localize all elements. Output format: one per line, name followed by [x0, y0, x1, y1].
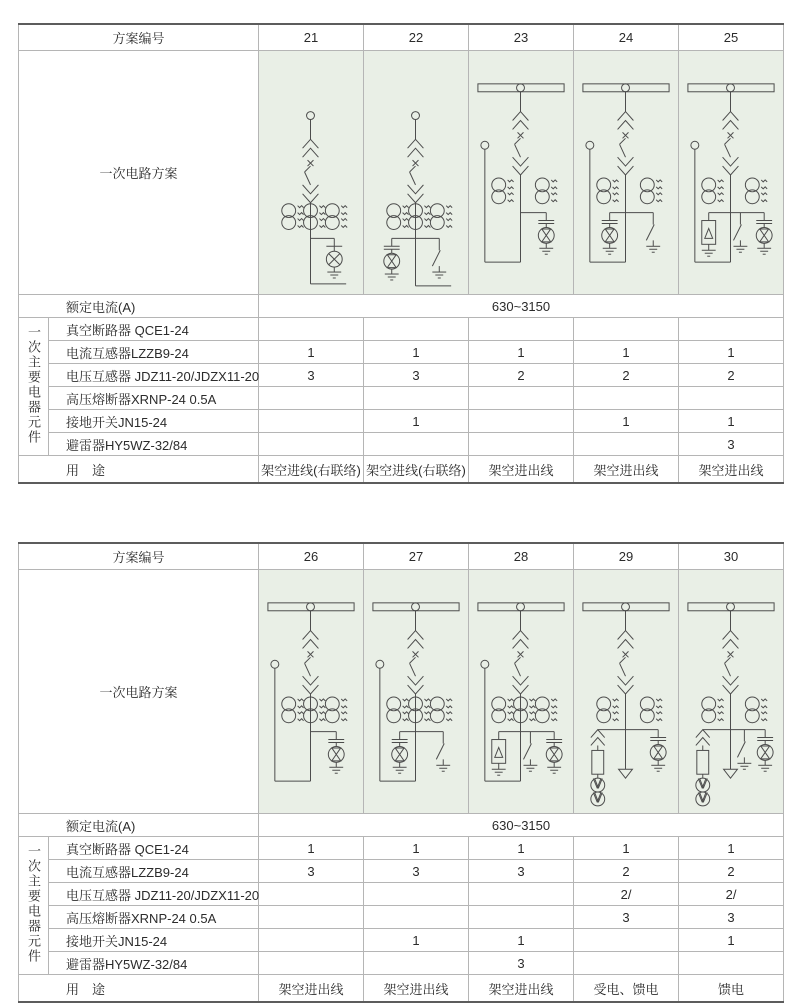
table-row [19, 456, 784, 484]
component-value: 2 [574, 364, 679, 387]
component-value [574, 929, 679, 952]
component-value: 1 [574, 410, 679, 433]
usage-value: 架空进出线 [259, 975, 364, 1003]
scheme-22-diagram [364, 51, 468, 294]
component-value [364, 906, 469, 929]
component-value: 2 [679, 364, 784, 387]
component-value [574, 318, 679, 341]
scheme-number: 24 [574, 24, 679, 51]
component-value [259, 906, 364, 929]
usage-value: 馈电 [679, 975, 784, 1003]
component-name: 避雷器HY5WZ-32/84 [49, 952, 259, 975]
component-value [469, 410, 574, 433]
usage-value: 架空进出线 [469, 975, 574, 1003]
component-value [259, 433, 364, 456]
scheme-number: 22 [364, 24, 469, 51]
component-value [679, 952, 784, 975]
table-row [19, 837, 784, 860]
component-value [259, 410, 364, 433]
spec-table-26-30 [18, 542, 784, 1003]
scheme-23-diagram [469, 51, 573, 294]
component-value: 3 [469, 952, 574, 975]
scheme-number: 21 [259, 24, 364, 51]
component-value: 1 [364, 341, 469, 364]
table-row [19, 387, 784, 410]
component-value: 2/ [574, 883, 679, 906]
component-value [364, 387, 469, 410]
component-value: 1 [679, 929, 784, 952]
usage-value: 架空进出线 [364, 975, 469, 1003]
component-value: 2 [574, 860, 679, 883]
circuit-scheme-label: 一次电路方案 [19, 570, 259, 814]
component-value: 3 [259, 860, 364, 883]
component-value [364, 318, 469, 341]
spec-table-21-25 [18, 23, 784, 484]
component-value [574, 387, 679, 410]
component-value [679, 387, 784, 410]
table-row [19, 570, 784, 814]
table-row [19, 318, 784, 341]
component-value: 1 [469, 837, 574, 860]
component-value [364, 952, 469, 975]
component-value: 3 [679, 906, 784, 929]
table-row [19, 24, 784, 51]
component-value: 3 [469, 860, 574, 883]
usage-label: 用 途 [19, 975, 259, 1003]
component-value: 1 [364, 929, 469, 952]
scheme-number: 23 [469, 24, 574, 51]
component-name: 电流互感器LZZB9-24 [49, 860, 259, 883]
component-value: 3 [679, 433, 784, 456]
component-value [259, 929, 364, 952]
rated-current-label: 额定电流(A) [19, 814, 259, 837]
component-value: 1 [679, 837, 784, 860]
component-value: 3 [574, 906, 679, 929]
component-value [469, 387, 574, 410]
component-value: 1 [679, 341, 784, 364]
table-row [19, 341, 784, 364]
scheme-no-header: 方案编号 [19, 24, 259, 51]
scheme-number: 26 [259, 543, 364, 570]
component-name: 电流互感器LZZB9-24 [49, 341, 259, 364]
scheme-number: 25 [679, 24, 784, 51]
component-value [259, 952, 364, 975]
component-name: 真空断路器 QCE1-24 [49, 318, 259, 341]
rated-current-value: 630~3150 [259, 295, 784, 318]
component-name: 接地开关JN15-24 [49, 410, 259, 433]
component-value: 2 [679, 860, 784, 883]
scheme-no-header: 方案编号 [19, 543, 259, 570]
scheme-number: 28 [469, 543, 574, 570]
component-value [679, 318, 784, 341]
table-row [19, 883, 784, 906]
table-row [19, 906, 784, 929]
component-value: 1 [679, 410, 784, 433]
component-value [469, 433, 574, 456]
component-name: 接地开关JN15-24 [49, 929, 259, 952]
circuit-scheme-label: 一次电路方案 [19, 51, 259, 295]
component-value: 1 [574, 341, 679, 364]
rated-current-label: 额定电流(A) [19, 295, 259, 318]
usage-value: 架空进出线 [574, 456, 679, 484]
component-value: 1 [364, 410, 469, 433]
component-name: 电压互感器 JDZ11-20/JDZX11-20 [49, 364, 259, 387]
component-value: 3 [259, 364, 364, 387]
scheme-number: 29 [574, 543, 679, 570]
table-row [19, 433, 784, 456]
component-value [469, 906, 574, 929]
component-group-label: 一次主要电器元件 [19, 318, 49, 456]
table-row [19, 860, 784, 883]
usage-label: 用 途 [19, 456, 259, 484]
component-value [469, 318, 574, 341]
component-name: 真空断路器 QCE1-24 [49, 837, 259, 860]
component-name: 电压互感器 JDZ11-20/JDZX11-20 [49, 883, 259, 906]
component-value: 1 [364, 837, 469, 860]
component-value [469, 883, 574, 906]
table-row [19, 410, 784, 433]
usage-value: 架空进出线 [679, 456, 784, 484]
usage-value: 架空进线(右联络) [364, 456, 469, 484]
component-value: 1 [469, 929, 574, 952]
scheme-number: 30 [679, 543, 784, 570]
table-row [19, 295, 784, 318]
component-value [259, 883, 364, 906]
usage-value: 架空进线(右联络) [259, 456, 364, 484]
scheme-28-diagram [469, 570, 573, 813]
component-value [259, 387, 364, 410]
table-row [19, 51, 784, 295]
scheme-27-diagram [364, 570, 468, 813]
component-value: 1 [469, 341, 574, 364]
scheme-24-diagram [574, 51, 678, 294]
scheme-number: 27 [364, 543, 469, 570]
component-value: 2 [469, 364, 574, 387]
component-value [259, 318, 364, 341]
component-value: 1 [574, 837, 679, 860]
component-value [574, 952, 679, 975]
table-row [19, 543, 784, 570]
component-group-label: 一次主要电器元件 [19, 837, 49, 975]
table-row [19, 975, 784, 1003]
component-value: 3 [364, 364, 469, 387]
scheme-30-diagram [679, 570, 783, 813]
table-row [19, 814, 784, 837]
component-name: 高压熔断器XRNP-24 0.5A [49, 387, 259, 410]
component-value [364, 883, 469, 906]
scheme-26-diagram [259, 570, 363, 813]
scheme-25-diagram [679, 51, 783, 294]
component-value: 3 [364, 860, 469, 883]
usage-value: 受电、馈电 [574, 975, 679, 1003]
scheme-21-diagram [259, 51, 363, 294]
component-value: 2/ [679, 883, 784, 906]
table-row [19, 929, 784, 952]
scheme-29-diagram [574, 570, 678, 813]
table-row [19, 364, 784, 387]
component-value [364, 433, 469, 456]
component-value: 1 [259, 341, 364, 364]
table-row [19, 952, 784, 975]
usage-value: 架空进出线 [469, 456, 574, 484]
component-value: 1 [259, 837, 364, 860]
component-value [574, 433, 679, 456]
component-name: 避雷器HY5WZ-32/84 [49, 433, 259, 456]
component-name: 高压熔断器XRNP-24 0.5A [49, 906, 259, 929]
rated-current-value: 630~3150 [259, 814, 784, 837]
catalog-page [0, 23, 800, 997]
